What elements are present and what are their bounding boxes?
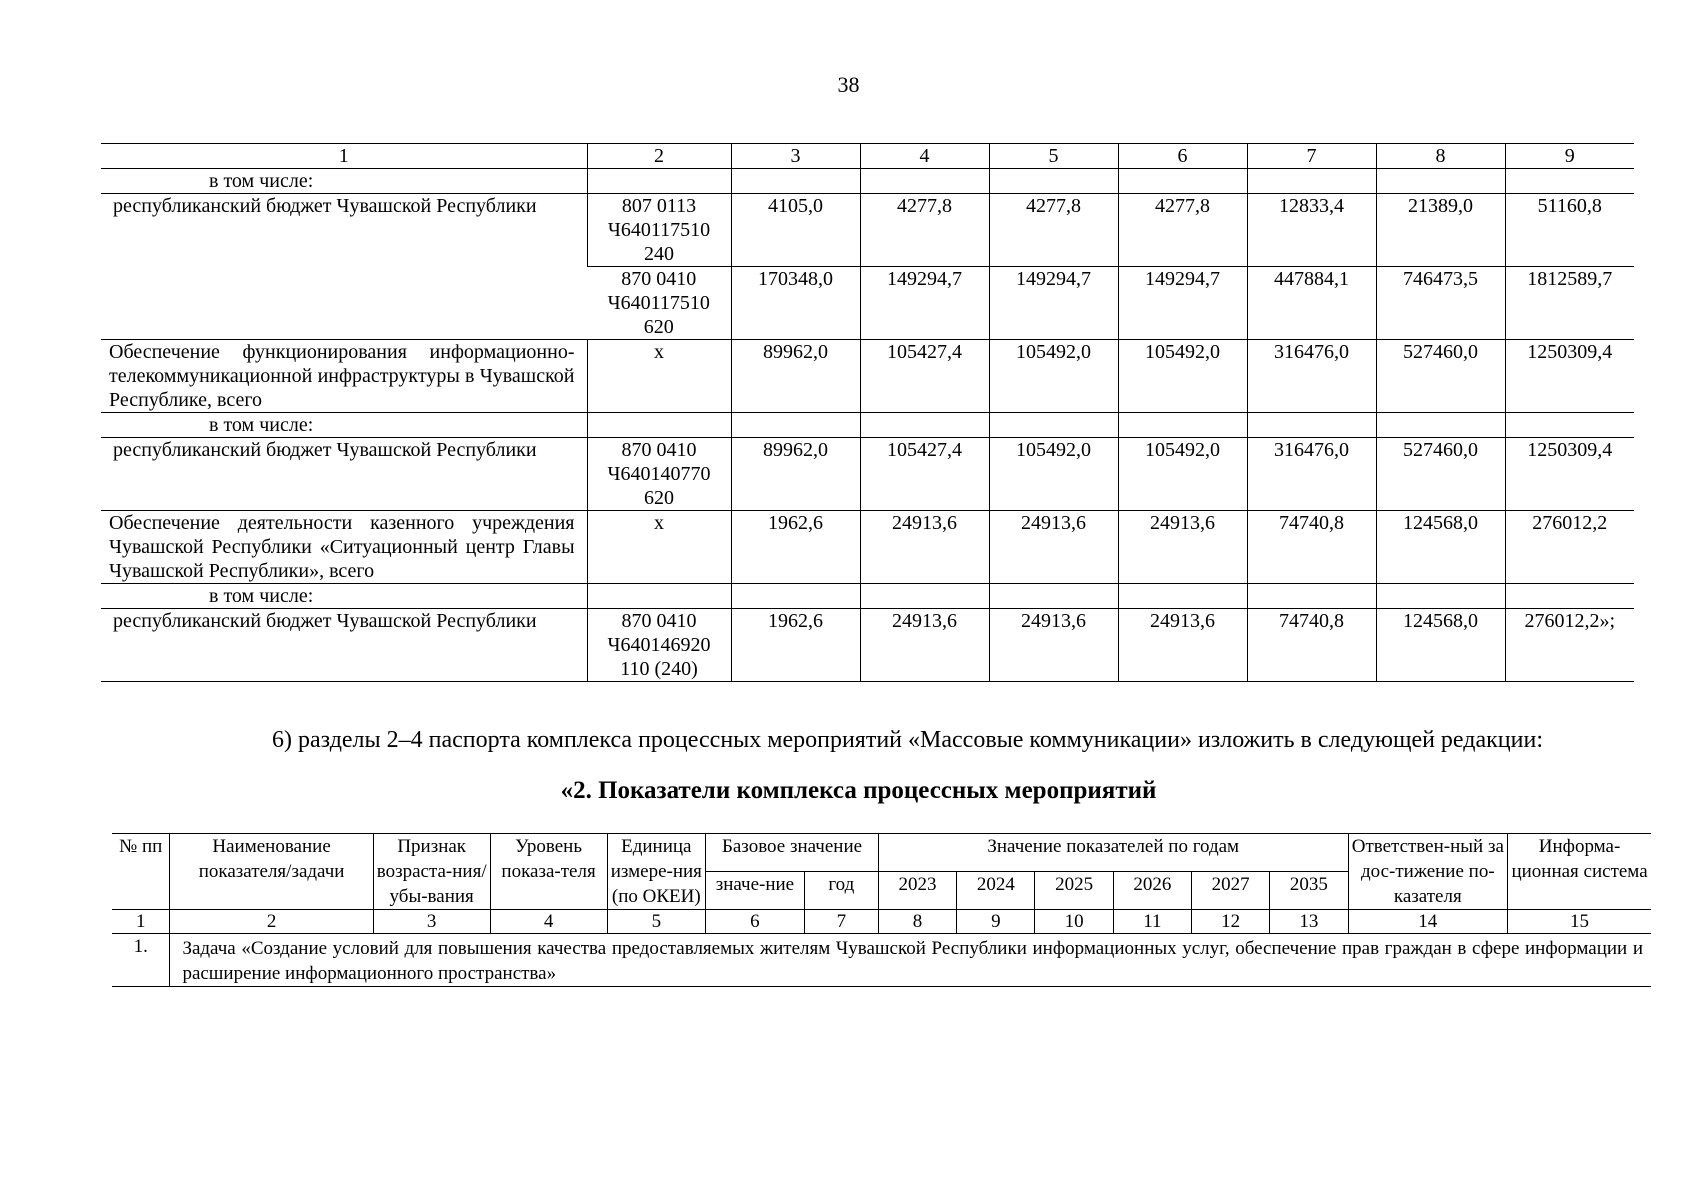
task-row [112,934,1651,987]
task-text: Задача «Создание условий для повышения качества предоставляемых жителям Чувашской Республики информационных услуг, обеспечение прав граждан в сфере информации и расширение информационного пространства» [170,934,1651,987]
table-row [101,413,1634,438]
budget-code: 807 0113 Ч640117510 240 [587,194,731,267]
row-label: в том числе: [101,584,587,609]
header-year: 2035 [1270,872,1348,910]
task-num: 1. [112,934,170,987]
budget-code: 870 0410 Ч640140770 620 [587,438,731,511]
column-number: 9 [1505,144,1634,169]
column-numbers-row [112,910,1651,934]
page-number: 38 [837,72,860,97]
column-number: 13 [1270,910,1348,934]
row-label: республиканский бюджет Чувашской Республики [101,194,587,340]
header-unit: Единица измере-ния (по ОКЕИ) [607,834,706,910]
budget-code: 870 0410 Ч640117510 620 [587,267,731,340]
column-number: 3 [373,910,490,934]
header-responsible: Ответствен-ный за дос-тижение по-казателя [1348,834,1508,910]
financing-table [101,143,1634,682]
table-header-row [112,834,1651,872]
column-number: 1 [101,144,587,169]
table-header-row [101,144,1634,169]
header-info-system: Информа-ционная система [1508,834,1651,910]
table-row: Обеспечение деятельности казенного учреждения Чувашской Республики «Ситуационный центр Главы Чувашской Республики», всего х 1962,6 24913,6 24913,6 24913,6 74740,8 124568,0 276012,2 [101,511,1634,584]
header-level: Уровень показа-теля [490,834,607,910]
budget-code: х [587,340,731,413]
column-number: 7 [804,910,878,934]
table-row [101,169,1634,194]
column-number: 12 [1191,910,1269,934]
column-number: 8 [1376,144,1505,169]
header-year: 2024 [957,872,1035,910]
table-row: республиканский бюджет Чувашской Республики 807 0113 Ч640117510 240 4105,0 4277,8 4277,8 4277,8 12833,4 21389,0 51160,8 [101,194,1634,267]
column-number: 4 [490,910,607,934]
column-number: 15 [1508,910,1651,934]
header-base: Базовое значение [706,834,879,872]
column-number: 14 [1348,910,1508,934]
column-number: 6 [706,910,805,934]
row-label: республиканский бюджет Чувашской Республики [101,609,587,682]
header-num: № пп [112,834,170,910]
paragraph-text: 6) разделы 2–4 паспорта комплекса процессных мероприятий «Массовые коммуникации» изложить в следующей редакции: [272,727,1543,753]
column-number: 6 [1118,144,1247,169]
column-number: 5 [607,910,706,934]
header-year: 2025 [1035,872,1113,910]
amendment-paragraph [0,725,1697,755]
row-label: Обеспечение деятельности казенного учреждения Чувашской Республики «Ситуационный центр Главы Чувашской Республики», всего [101,511,587,584]
row-label: республиканский бюджет Чувашской Республики [101,438,587,511]
header-year: 2023 [878,872,956,910]
table-row: 870 0410 Ч640117510 620 170348,0 149294,7 149294,7 149294,7 447884,1 746473,5 1812589,7 [101,267,1634,340]
header-year: 2026 [1113,872,1191,910]
table-row: республиканский бюджет Чувашской Республики 870 0410 Ч640146920 110 (240) 1962,6 24913,6 24913,6 24913,6 74740,8 124568,0 276012,2»; [101,609,1634,682]
column-number: 2 [170,910,373,934]
row-label: в том числе: [101,413,587,438]
column-number: 1 [112,910,170,934]
row-label: Обеспечение функционирования информационно-телекоммуникационной инфраструктуры в Чувашской Республике, всего [101,340,587,413]
header-year: 2027 [1191,872,1269,910]
column-number: 8 [878,910,956,934]
heading-text: «2. Показатели комплекса процессных мероприятий [560,777,1157,804]
row-label: в том числе: [101,169,587,194]
header-values-by-year: Значение показателей по годам [878,834,1348,872]
budget-code: 870 0410 Ч640146920 110 (240) [587,609,731,682]
column-number: 7 [1247,144,1376,169]
header-name: Наименование показателя/задачи [170,834,373,910]
table-row: Обеспечение функционирования информационно-телекоммуникационной инфраструктуры в Чувашской Республике, всего х 89962,0 105427,4 105492,0 105492,0 316476,0 527460,0 1250309,4 [101,340,1634,413]
header-base-year: год [804,872,878,910]
column-number: 5 [989,144,1118,169]
table-row: республиканский бюджет Чувашской Республики 870 0410 Ч640140770 620 89962,0 105427,4 105492,0 105492,0 316476,0 527460,0 1250309,4 [101,438,1634,511]
column-number: 3 [731,144,860,169]
column-number: 2 [587,144,731,169]
header-sign: Признак возраста-ния/убы-вания [373,834,490,910]
column-number: 4 [860,144,989,169]
header-base-value: значе-ние [706,872,805,910]
indicators-table [112,833,1651,987]
column-number: 11 [1113,910,1191,934]
section-heading [0,776,1697,806]
column-number: 9 [957,910,1035,934]
budget-code: х [587,511,731,584]
table-row [101,584,1634,609]
column-number: 10 [1035,910,1113,934]
